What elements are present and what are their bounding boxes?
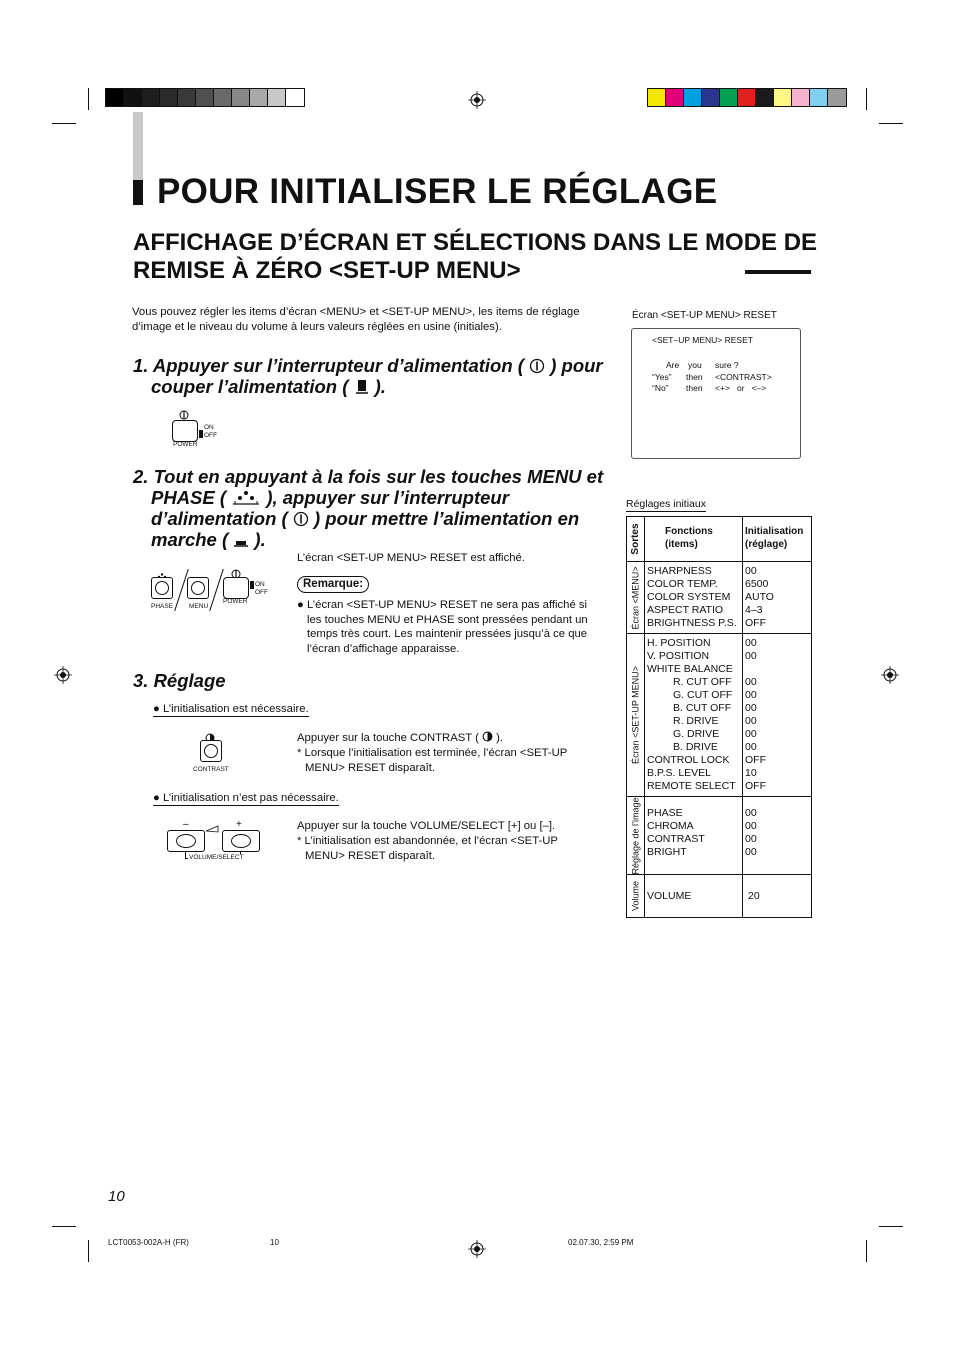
table-values-cell <box>743 875 812 918</box>
table-item: BRIGHT <box>647 846 687 858</box>
crop-mark <box>52 123 76 124</box>
table-value: 20 <box>748 889 760 902</box>
step-2-text: d’alimentation ( <box>151 508 288 529</box>
phase-symbol-icon <box>156 568 168 576</box>
case-2-note: * L’initialisation est abandonnée, et l’écran <SET-UP MENU> RESET disparaît. <box>297 835 558 862</box>
case-1-instruction: Appuyer sur la touche CONTRAST ( <box>297 732 479 744</box>
table-item: VOLUME <box>647 889 692 902</box>
registration-mark-icon <box>881 666 899 684</box>
table-row <box>627 875 812 918</box>
section-tab-marker <box>133 180 143 205</box>
table-value: 00 <box>745 702 757 714</box>
color-swatch <box>756 89 774 106</box>
power-symbol-icon <box>179 407 189 417</box>
case-1-label-text: L’initialisation est nécessaire. <box>162 703 309 715</box>
on-label: ON <box>255 581 265 588</box>
table-value: 00 <box>745 807 757 819</box>
screen-title: <SET–UP MENU> RESET <box>652 335 753 345</box>
table-value: 4–3 <box>745 604 763 616</box>
table-value: OFF <box>745 780 766 792</box>
group-label: Écran <SET-UP MENU> <box>630 666 640 764</box>
table-item: COLOR SYSTEM <box>647 591 731 603</box>
switch-off-indicator-icon <box>199 430 203 438</box>
table-header-cell: Initialisation (réglage) <box>743 517 812 562</box>
table-item: CONTROL LOCK <box>647 754 730 766</box>
power-label: POWER <box>223 598 248 605</box>
table-item: PHASE <box>647 807 683 819</box>
color-swatch <box>286 89 304 106</box>
step-2-text: ). <box>254 529 266 550</box>
remark-label: Remarque: <box>297 576 369 593</box>
off-label: OFF <box>255 589 268 596</box>
step-1-text: couper l’alimentation ( <box>151 376 349 397</box>
case-1-label <box>153 702 309 717</box>
screen-cell: then <box>686 372 703 382</box>
color-swatch <box>250 89 268 106</box>
section-subtitle <box>133 229 823 285</box>
table-row <box>627 634 812 797</box>
power-label: POWER <box>173 441 198 448</box>
table-values-cell <box>743 634 812 797</box>
bullet: ● <box>153 703 163 715</box>
step-1 <box>133 355 613 397</box>
table-items-cell <box>645 562 743 634</box>
table-item: CONTRAST <box>647 833 705 845</box>
table-item: BRIGHTNESS P.S. <box>647 617 737 629</box>
intro-paragraph: Vous pouvez régler les items d’écran <MENU> et <SET-UP MENU>, les items de réglage d’image et le niveau du volume à leurs valeurs réglées en usine (initiales). <box>132 306 580 333</box>
slash-divider <box>209 569 224 611</box>
table-item: G. DRIVE <box>673 728 720 740</box>
power-button[interactable] <box>223 577 249 599</box>
bullet: ● <box>153 792 163 804</box>
screen-cell: “No” <box>652 383 669 393</box>
color-swatch <box>214 89 232 106</box>
switch-on-indicator-icon <box>250 581 254 589</box>
table-side-cell <box>627 875 645 918</box>
table-item: WHITE BALANCE <box>647 663 733 675</box>
registration-mark-icon <box>468 1240 486 1258</box>
case-1-note: * Lorsque l’initialisation est terminée, l’écran <SET-UP MENU> RESET disparaît. <box>297 747 568 774</box>
group-label: Réglage de l’image <box>630 796 640 875</box>
table-item: CHROMA <box>647 820 694 832</box>
screen-cell: <CONTRAST> <box>715 372 772 382</box>
step-1-text: ) pour <box>550 355 603 376</box>
registration-mark-icon <box>54 666 72 684</box>
screen-cell: “Yes” <box>652 372 672 382</box>
power-symbol-icon <box>231 566 241 576</box>
switch-off-icon <box>354 379 370 395</box>
case-2-text: Appuyer sur la touche VOLUME/SELECT [+] ou [–]. <box>297 820 556 832</box>
table-item: ASPECT RATIO <box>647 604 724 616</box>
group-label: Écran <MENU> <box>630 565 640 630</box>
volume-select-label: VOLUME/SELECT <box>189 854 244 861</box>
table-item: REMOTE SELECT <box>647 780 736 792</box>
off-label: OFF <box>204 432 217 439</box>
crop-mark <box>88 88 89 110</box>
crop-mark <box>52 1226 76 1227</box>
table-header-row <box>627 517 812 562</box>
volume-plus-button[interactable] <box>222 830 260 852</box>
table-item: SHARPNESS <box>647 565 712 577</box>
color-swatch <box>738 89 756 106</box>
table-value: 00 <box>745 715 757 727</box>
phase-symbol-icon <box>231 490 261 506</box>
table-values-cell <box>743 797 812 875</box>
table-value: 00 <box>745 820 757 832</box>
footer-center: 10 <box>270 1238 279 1247</box>
setup-menu-reset-screen <box>631 328 801 459</box>
table-value: 00 <box>745 846 757 858</box>
step-2-text: marche ( <box>151 529 229 550</box>
table-caption <box>626 497 706 512</box>
footer-left: LCT0053-002A-H (FR) <box>108 1238 189 1247</box>
footer-right: 02.07.30, 2:59 PM <box>568 1238 634 1247</box>
step-3: 3. Réglage <box>133 670 226 691</box>
table-header-cell <box>627 517 645 562</box>
step-2-text: 2. Tout en appuyant à la fois sur les touches MENU et <box>133 466 604 487</box>
table-value: 00 <box>745 689 757 701</box>
table-item: G. CUT OFF <box>673 689 733 701</box>
table-side-cell <box>627 562 645 634</box>
color-swatch <box>268 89 286 106</box>
table-value: OFF <box>745 617 766 629</box>
table-value: 00 <box>745 637 757 649</box>
header-sortes: Sortes <box>629 523 641 555</box>
step-2-text: ) pour mettre l’alimentation en <box>313 508 580 529</box>
color-swatch <box>160 89 178 106</box>
step-2-text: PHASE ( <box>151 487 227 508</box>
color-swatch <box>232 89 250 106</box>
color-swatch <box>774 89 792 106</box>
color-swatch <box>124 89 142 106</box>
color-swatch <box>684 89 702 106</box>
contrast-button[interactable] <box>200 740 222 762</box>
case-1-instruction: ). <box>496 732 504 744</box>
page-number: 10 <box>108 1188 125 1205</box>
phase-button[interactable] <box>151 577 173 599</box>
volume-minus-button[interactable] <box>167 830 205 852</box>
table-item: R. DRIVE <box>673 715 719 727</box>
table-item: B. DRIVE <box>673 741 718 753</box>
crop-mark <box>879 123 903 124</box>
table-values-cell <box>743 562 812 634</box>
page-title: POUR INITIALISER LE RÉGLAGE <box>157 172 718 211</box>
minus-label: – <box>183 819 189 830</box>
color-swatch <box>178 89 196 106</box>
subtitle-rule <box>745 270 811 274</box>
table-header-cell: Fonctions (items) <box>645 517 743 562</box>
power-symbol-icon <box>529 358 545 374</box>
step-2 <box>133 466 613 550</box>
color-calibration-strip <box>647 88 847 107</box>
case-1-text <box>297 731 597 746</box>
screen-cell: you <box>688 360 702 370</box>
plus-label: + <box>236 819 242 830</box>
power-button[interactable] <box>172 420 198 442</box>
color-swatch <box>702 89 720 106</box>
table-value: 00 <box>745 833 757 845</box>
on-label: ON <box>204 424 214 431</box>
screen-cell: Are <box>666 360 680 370</box>
table-value: 00 <box>745 728 757 740</box>
gray-calibration-strip <box>105 88 305 107</box>
screen-cell: then <box>686 383 703 393</box>
color-swatch <box>648 89 666 106</box>
table-item: R. CUT OFF <box>673 676 732 688</box>
color-swatch <box>142 89 160 106</box>
color-swatch <box>810 89 828 106</box>
contrast-label: CONTRAST <box>193 766 229 773</box>
table-item: COLOR TEMP. <box>647 578 718 590</box>
table-value: 00 <box>745 650 757 662</box>
switch-on-icon <box>233 532 249 548</box>
initial-settings-table <box>626 516 812 918</box>
registration-mark-icon <box>468 91 486 109</box>
crop-mark <box>866 1240 867 1262</box>
color-swatch <box>196 89 214 106</box>
table-value <box>745 663 809 676</box>
screen-cell: sure ? <box>715 360 739 370</box>
remark-text: L’écran <SET-UP MENU> RESET ne sera pas affiché si les touches MENU et PHASE sont pressées pendant un temps très court. Les maintenir pressées jusqu’à ce que l’écran d’affichage apparaisse. <box>307 599 588 655</box>
step-2-note: L’écran <SET-UP MENU> RESET est affiché. <box>297 552 525 564</box>
color-swatch <box>792 89 810 106</box>
table-value: 00 <box>745 565 757 577</box>
menu-label: MENU <box>189 603 209 610</box>
contrast-symbol-icon <box>205 730 215 740</box>
table-items-cell <box>645 875 743 918</box>
table-value: 00 <box>745 676 757 688</box>
table-item: H. POSITION <box>647 637 711 649</box>
subtitle-text: AFFICHAGE D’ÉCRAN ET SÉLECTIONS DANS LE MODE DE REMISE À ZÉRO <SET-UP MENU> <box>133 229 818 284</box>
color-swatch <box>828 89 846 106</box>
screen-cell: <+> or <–> <box>715 383 767 393</box>
table-value: 10 <box>745 767 757 779</box>
color-swatch <box>720 89 738 106</box>
table-side-cell <box>627 634 645 797</box>
step-1-text: ). <box>374 376 386 397</box>
table-value: 00 <box>745 741 757 753</box>
table-item: B. CUT OFF <box>673 702 732 714</box>
volume-icon <box>205 820 219 828</box>
contrast-symbol-icon <box>482 731 493 742</box>
group-label: Volume <box>630 880 640 912</box>
step-2-text: ), appuyer sur l’interrupteur <box>266 487 509 508</box>
table-items-cell <box>645 797 743 875</box>
table-value: 6500 <box>745 578 769 590</box>
table-value: OFF <box>745 754 766 766</box>
crop-mark <box>88 1240 89 1262</box>
table-value: AUTO <box>745 591 774 603</box>
table-row <box>627 562 812 634</box>
crop-mark <box>879 1226 903 1227</box>
color-swatch <box>666 89 684 106</box>
step-1-text: 1. Appuyer sur l’interrupteur d’alimentation ( <box>133 355 524 376</box>
case-2-label-text: L’initialisation n’est pas nécessaire. <box>162 792 339 804</box>
table-row <box>627 797 812 875</box>
crop-mark <box>866 88 867 110</box>
table-side-cell <box>627 797 645 875</box>
power-symbol-icon <box>293 511 309 527</box>
table-caption-text: Réglages initiaux <box>626 498 706 510</box>
case-2-label <box>153 791 339 806</box>
phase-label: PHASE <box>151 603 174 610</box>
table-item: B.P.S. LEVEL <box>647 767 712 779</box>
menu-button[interactable] <box>187 577 209 599</box>
color-swatch <box>106 89 124 106</box>
remark-bullet: ● <box>297 599 304 611</box>
table-items-cell <box>645 634 743 797</box>
screen-caption: Écran <SET-UP MENU> RESET <box>632 310 777 321</box>
table-item: V. POSITION <box>647 650 710 662</box>
